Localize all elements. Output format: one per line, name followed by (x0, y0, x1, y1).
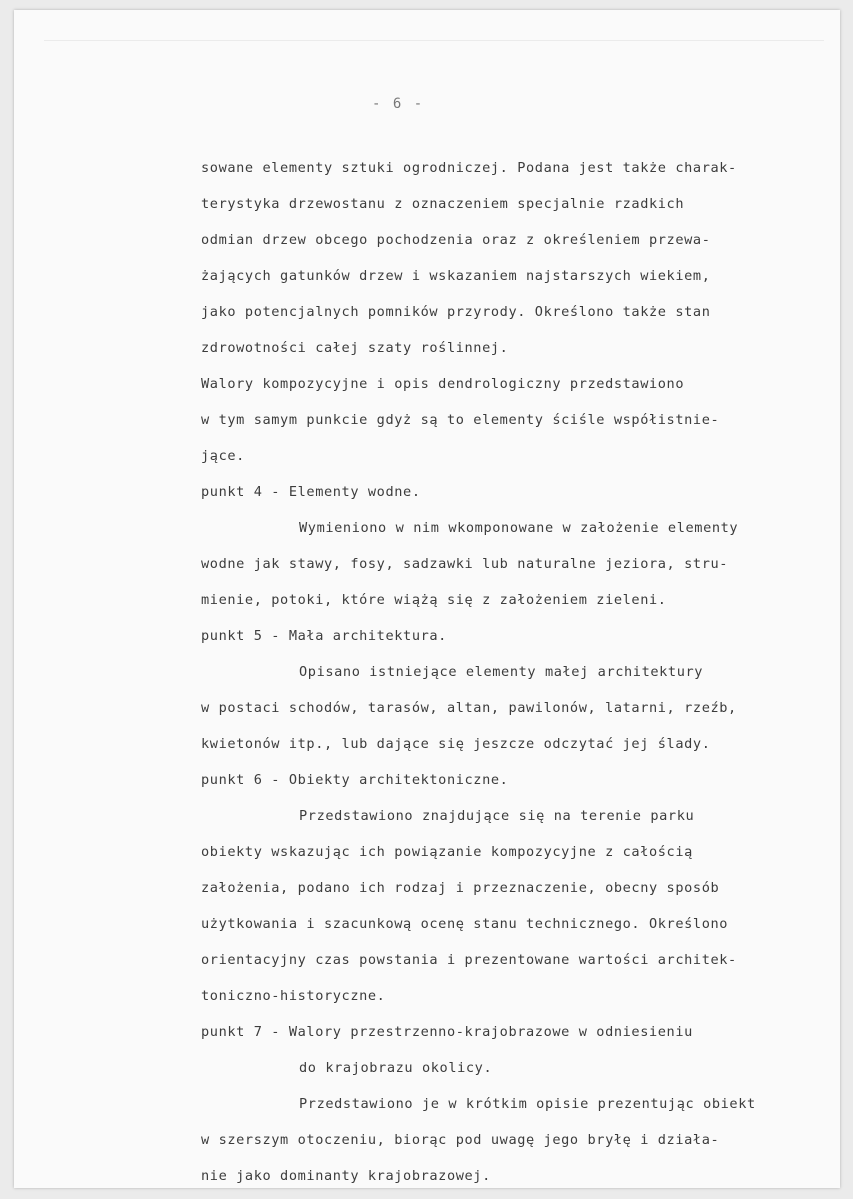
text-line: zdrowotności całej szaty roślinnej. (201, 340, 509, 356)
text-line: do krajobrazu okolicy. (299, 1060, 493, 1076)
section-heading: punkt 4 - Elementy wodne. (201, 484, 421, 500)
text-line: Opisano istniejące elementy małej architektury (299, 664, 704, 680)
text-line: Walory kompozycyjne i opis dendrologiczny przedstawiono (201, 376, 685, 392)
text-line: wodne jak stawy, fosy, sadzawki lub naturalne jeziora, stru- (201, 556, 729, 572)
text-line: w postaci schodów, tarasów, altan, pawilonów, latarni, rzeźb, (201, 700, 737, 716)
text-line: terystyka drzewostanu z oznaczeniem specjalnie rzadkich (201, 196, 685, 212)
text-line: obiekty wskazując ich powiązanie kompozycyjne z całością (201, 844, 693, 860)
text-line: kwietonów itp., lub dające się jeszcze odczytać jej ślady. (201, 736, 711, 752)
text-line: Przedstawiono je w krótkim opisie prezentując obiekt (299, 1096, 756, 1112)
text-line: toniczno-historyczne. (201, 988, 386, 1004)
scan-artifact-line (44, 40, 824, 41)
text-line: sowane elementy sztuki ogrodniczej. Podana jest także charak- (201, 160, 737, 176)
section-heading: punkt 6 - Obiekty architektoniczne. (201, 772, 509, 788)
text-line: mienie, potoki, które wiążą się z założeniem zieleni. (201, 592, 667, 608)
text-line: użytkowania i szacunkową ocenę stanu technicznego. Określono (201, 916, 729, 932)
text-line: odmian drzew obcego pochodzenia oraz z określeniem przewa- (201, 232, 711, 248)
text-line: w szerszym otoczeniu, biorąc pod uwagę jego bryłę i działa- (201, 1132, 720, 1148)
document-page (14, 10, 840, 1188)
text-line: orientacyjny czas powstania i prezentowane wartości architek- (201, 952, 737, 968)
section-heading: punkt 5 - Mała architektura. (201, 628, 447, 644)
text-line: Przedstawiono znajdujące się na terenie parku (299, 808, 695, 824)
text-line: nie jako dominanty krajobrazowej. (201, 1168, 491, 1184)
page-number: - 6 - (372, 96, 425, 112)
text-line: Wymieniono w nim wkomponowane w założenie elementy (299, 520, 739, 536)
section-heading: punkt 7 - Walory przestrzenno-krajobrazowe w odniesieniu (201, 1024, 693, 1040)
text-line: jące. (201, 448, 245, 464)
text-line: żających gatunków drzew i wskazaniem najstarszych wiekiem, (201, 268, 711, 284)
text-line: jako potencjalnych pomników przyrody. Określono także stan (201, 304, 711, 320)
text-line: w tym samym punkcie gdyż są to elementy ściśle współistnie- (201, 412, 720, 428)
text-line: założenia, podano ich rodzaj i przeznaczenie, obecny sposób (201, 880, 720, 896)
